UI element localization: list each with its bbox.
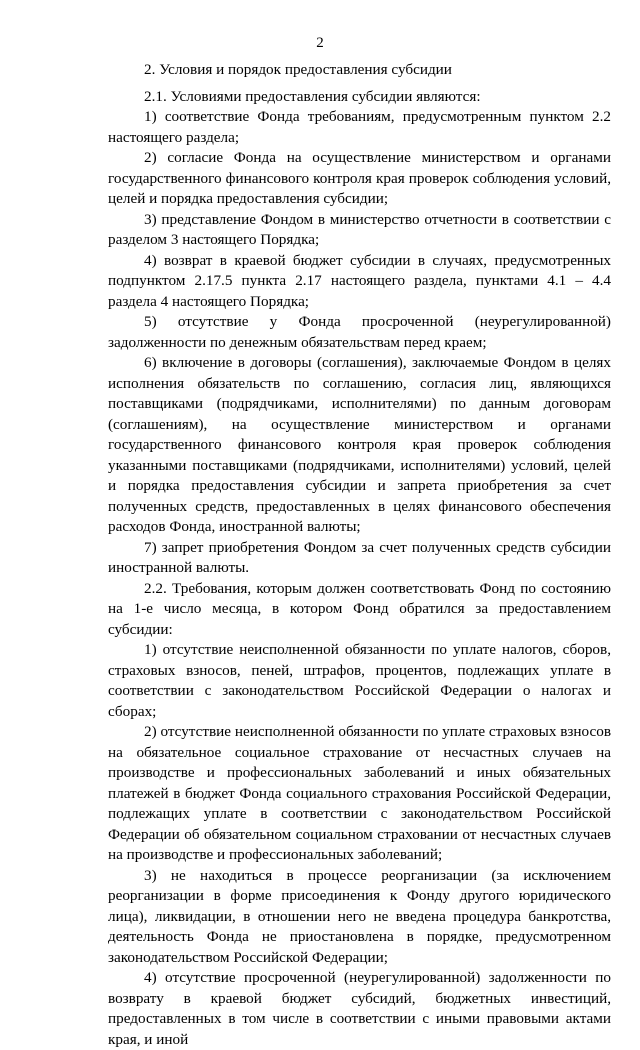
paragraph-2-1-item-4: 4) возврат в краевой бюджет субсидии в случаях, предусмотренных подпунктом 2.17.5 пункта 2.17 настоящего раздела, пунктами 4.1 – 4.4 раздела 4 настоящего Порядка; bbox=[108, 251, 611, 310]
paragraph-2-2-item-4: 4) отсутствие просроченной (неурегулированной) задолженности по возврату в краевой бюджет субсидий, бюджетных инвестиций, предоставленных в том числе в соответствии с иными правовыми актами края, и иной bbox=[108, 969, 611, 1048]
paragraph-2-1-item-2: 2) согласие Фонда на осуществление министерством и органами государственного финансового контроля края проверок соблюдения условий, целей и порядка предоставления субсидии; bbox=[108, 149, 611, 207]
section-title: 2. Условия и порядок предоставления субсидии bbox=[144, 61, 452, 78]
paragraph-2-1-item-7: 7) запрет приобретения Фондом за счет полученных средств субсидии иностранной валюты. bbox=[108, 538, 611, 576]
paragraph-2-1-item-1: 1) соответствие Фонда требованиям, предусмотренным пунктом 2.2 настоящего раздела; bbox=[108, 108, 611, 146]
page-number: 2 bbox=[316, 35, 324, 51]
paragraph-2-2-item-2: 2) отсутствие неисполненной обязанности по уплате страховых взносов на обязательное социальное страхование от несчастных случаев на производстве и профессиональных заболеваний и иных обязательных платежей в бюджет Фонда социального страхования Российской Федерации, подлежащих уплате в соответствии с законодательством Российской Федерации об обязательном социальном страховании от несчастных случаев на производстве и профессиональных заболеваний; bbox=[108, 723, 611, 863]
paragraph-2-1-item-6: 6) включение в договоры (соглашения), заключаемые Фондом в целях исполнения обязательств по соглашению, согласия лиц, являющихся поставщиками (подрядчиками, исполнителями) по данным договорам (соглашениям), на осуществление министерством и органами государственного финансового контроля края проверок соблюдения указанными поставщиками (подрядчиками, исполнителями) условий, целей и порядка предоставления субсидии и запрета приобретения за счет полученных средств, предоставленных в целях финансового обеспечения расходов Фонда, иностранной валюты; bbox=[108, 354, 611, 535]
paragraph-2-1-item-5: 5) отсутствие у Фонда просроченной (неурегулированной) задолженности по денежным обязательствам перед краем; bbox=[108, 313, 611, 351]
paragraph-2-2: 2.2. Требования, которым должен соответствовать Фонд по состоянию на 1-е число месяца, в котором Фонд обратился за предоставлением субсидии: bbox=[108, 579, 611, 638]
paragraph-2-2-item-3: 3) не находиться в процессе реорганизации (за исключением реорганизации в форме присоединения к Фонду другого юридического лица), ликвидации, в отношении него не введена процедура банкротства, деятельность Фонда не приостановлена в порядке, предусмотренном законодательством Российской Федерации; bbox=[108, 866, 611, 966]
document-body bbox=[108, 60, 611, 1050]
paragraph-2-1: 2.1. Условиями предоставления субсидии являются: bbox=[144, 87, 481, 105]
paragraph-2-2-item-1: 1) отсутствие неисполненной обязанности по уплате налогов, сборов, страховых взносов, пеней, штрафов, процентов, подлежащих уплате в соответствии с законодательством Российской Федерации о налогах и сборах; bbox=[108, 641, 611, 720]
paragraph-2-1-item-3: 3) представление Фондом в министерство отчетности в соответствии с разделом 3 настоящего Порядка; bbox=[108, 210, 611, 248]
